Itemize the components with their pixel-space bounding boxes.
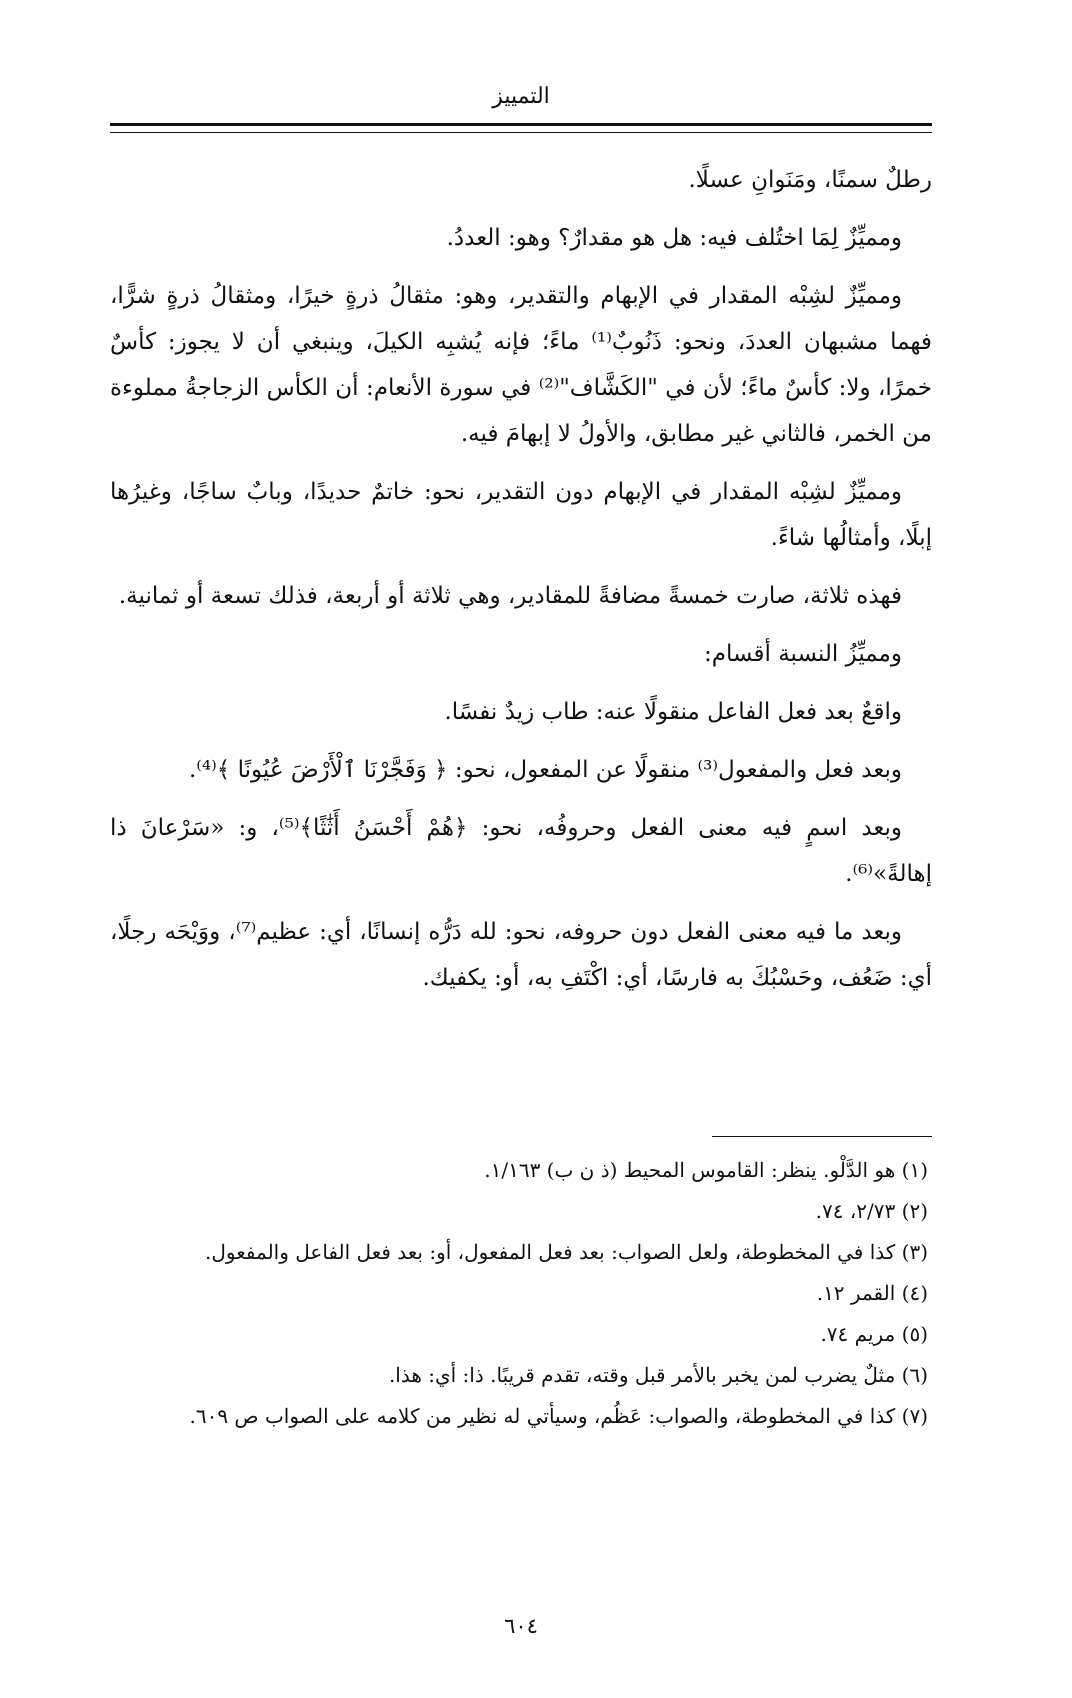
book-page [110, 0, 932, 1698]
footnote: (٧) كذا في المخطوطة، والصواب: عَظُم، وسيأتي له نظير من كلامه على الصواب ص ٦٠٩. [189, 1404, 928, 1428]
paragraph: وبعد ما فيه معنى الفعل دون حروفه، نحو: لله دَرُّه إنسانًا، أي: عظيم⁽⁷⁾، ووَيْحَه رجلًا، أي: ضَعُف، وحَسْبُكَ به فارسًا، أي: اكْتَفِ به، أو: يكفيك. [110, 919, 932, 991]
footnote: (٦) مثلٌ يضرب لمن يخبر بالأمر قبل وقته، تقدم قريبًا. ذا: أي: هذا. [388, 1363, 928, 1387]
footnote: (٥) مريم ٧٤. [820, 1322, 928, 1346]
header-rule-thin [110, 132, 932, 133]
paragraph: رطلٌ سمنًا، ومَنَوانِ عسلًا. [688, 167, 932, 193]
footnote: (٢) ٢/٧٣، ٧٤. [815, 1199, 928, 1223]
footnotes [110, 1150, 932, 1437]
paragraph: ومميِّزٌ لِمَا اختُلف فيه: هل هو مقدارٌ؟ وهو: العددُ. [446, 225, 902, 251]
paragraph: وبعد اسمٍ فيه معنى الفعل وحروفُه، نحو: ﴿هُمْ أَحْسَنُ أَثَٰثًا﴾⁽⁵⁾، و: «سَرْعانَ ذا إهالةً»⁽⁶⁾. [110, 815, 932, 887]
paragraph: فهذه ثلاثة، صارت خمسةً مضافةً للمقادير، وهي ثلاثة أو أربعة، فذلك تسعة أو ثمانية. [118, 583, 902, 609]
paragraph: ومميِّزٌ لشِبْه المقدار في الإبهام والتقدير، وهو: مثقالُ ذرةٍ خيرًا، ومثقالُ ذرةٍ شرًّا، فهما مشبهان العددَ، ونحو: ذَنُوبٌ⁽¹⁾ ماءً؛ فإنه يُشبِه الكيلَ، وينبغي أن لا يجوز: كأسٌ خمرًا، ولا: كأسٌ ماءً؛ لأن في "الكَشَّاف"⁽²⁾ في سورة الأنعام: أن الكأس الزجاجةُ مملوءة من الخمر، فالثاني غير مطابق، والأولُ لا إبهامَ فيه. [110, 283, 932, 447]
page-number: ٦٠٤ [504, 1614, 538, 1638]
main-text [110, 157, 932, 1013]
paragraph: ومميِّزٌ لشِبْه المقدار في الإبهام دون التقدير، نحو: خاتمٌ حديدًا، وبابٌ ساجًا، وغيرُها إبلًا، وأمثالُها شاءً. [110, 479, 932, 551]
paragraph: واقعٌ بعد فعل الفاعل منقولًا عنه: طاب زيدٌ نفسًا. [444, 699, 902, 725]
header-rule-thick [110, 123, 932, 126]
footnote: (٣) كذا في المخطوطة، ولعل الصواب: بعد فعل المفعول، أو: بعد فعل الفاعل والمفعول. [205, 1240, 928, 1264]
footnote: (٤) القمر ١٢. [816, 1281, 928, 1305]
running-title: التمييز [492, 84, 550, 109]
paragraph: ومميِّزُ النسبة أقسام: [703, 641, 902, 667]
footnote-separator [712, 1136, 932, 1137]
paragraph: وبعد فعل والمفعول⁽³⁾ منقولًا عن المفعول، نحو: ﴿ وَفَجَّرْنَا ٱلْأَرْضَ عُيُونًا ﴾⁽⁴⁾. [188, 757, 902, 783]
footnote: (١) هو الدَّلْو. ينظر: القاموس المحيط (ذ ن ب) ١/١٦٣. [484, 1158, 928, 1182]
